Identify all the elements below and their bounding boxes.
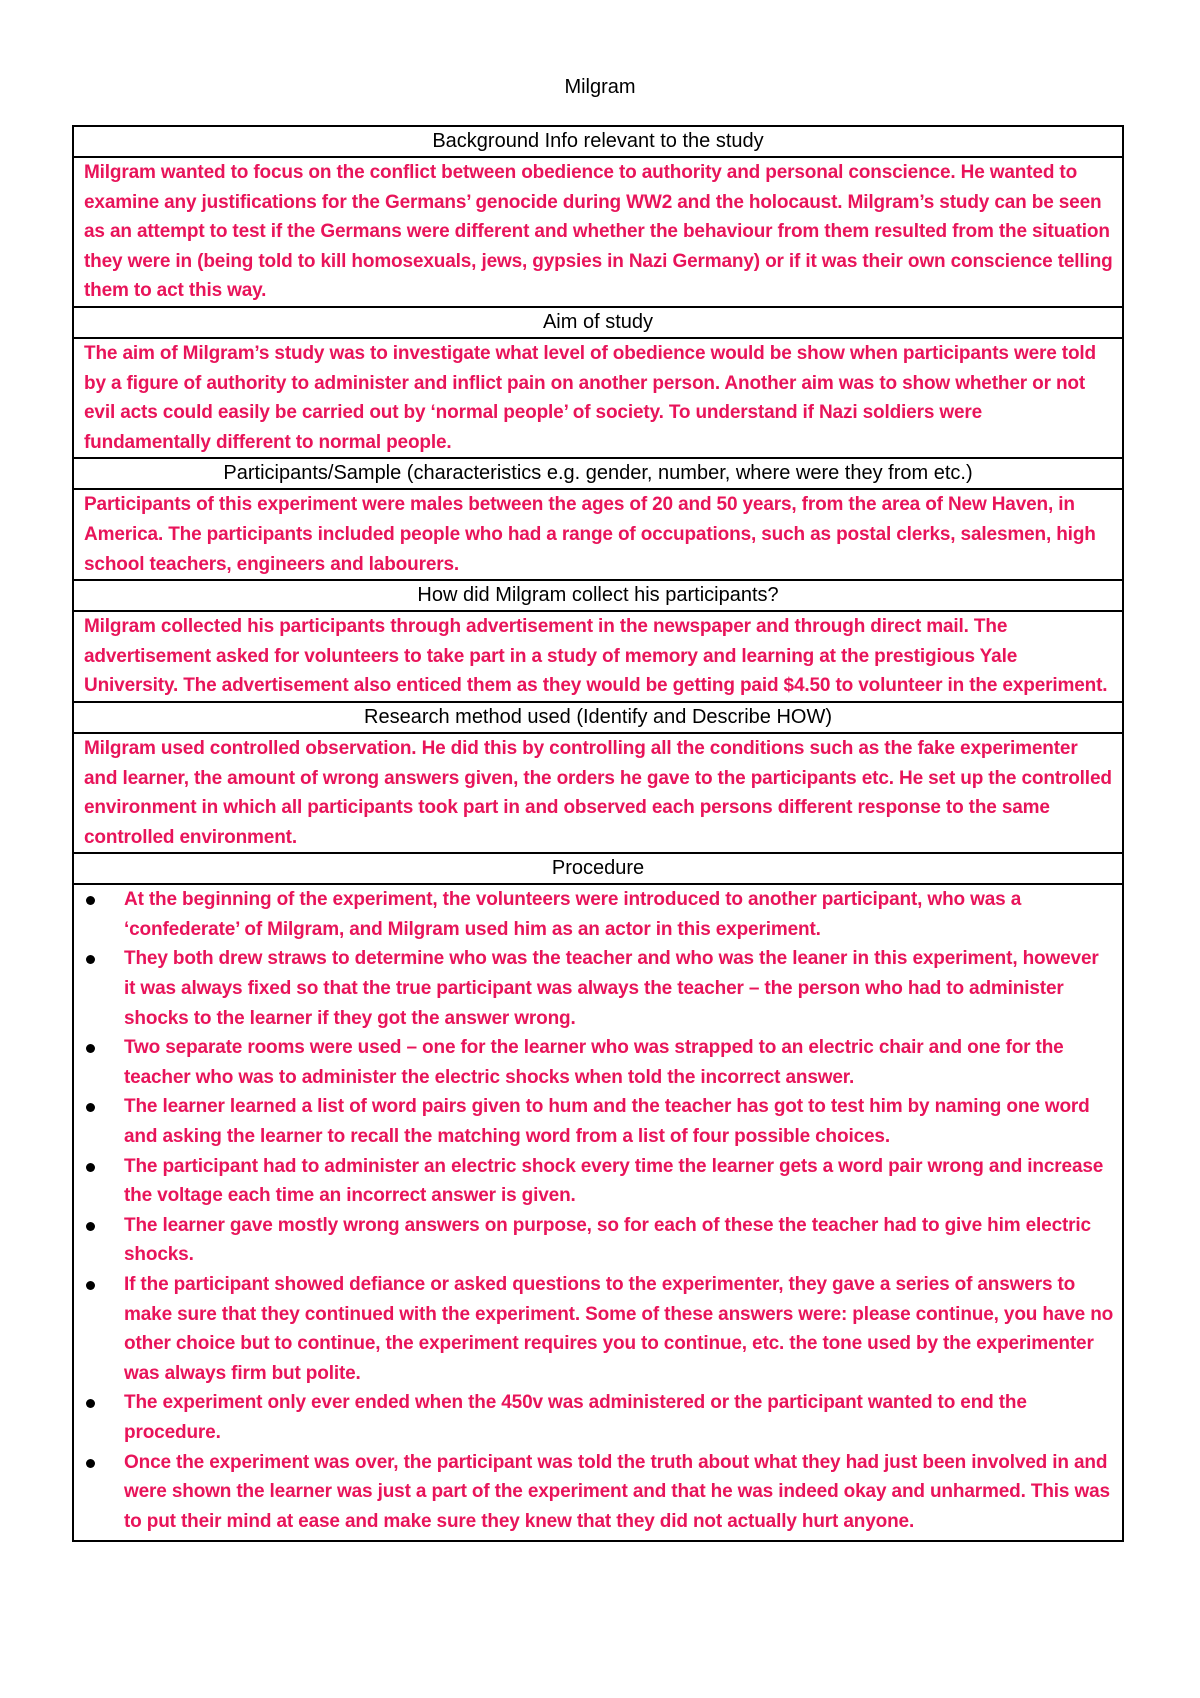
- procedure-item-text: Two separate rooms were used – one for the learner who was strapped to an electric chair and one for the teacher who was to administer the electric shocks when told the incorrect answer.: [124, 1037, 1064, 1088]
- background-body: Milgram wanted to focus on the conflict between obedience to authority and personal conscience. He wanted to examine any justifications for the Germans’ genocide during WW2 and the holocaust. Milgram’s study can be seen as an attempt to test if the Germans were different and whether the behaviour from them resulted from the situation they were in (being told to kill homosexuals, jews, gypsies in Nazi Germany) or if it was their own conscience telling them to act this way.: [74, 158, 1122, 308]
- procedure-item-text: The participant had to administer an electric shock every time the learner gets a word pair wrong and increase the voltage each time an incorrect answer is given.: [124, 1155, 1104, 1207]
- bullet-icon: [86, 896, 95, 905]
- bullet-icon: [86, 1459, 95, 1468]
- bullet-icon: [86, 1044, 95, 1053]
- procedure-item-text: The learner gave mostly wrong answers on purpose, so for each of these the teacher had to give him electric shocks.: [124, 1214, 1091, 1266]
- procedure-item-text: At the beginning of the experiment, the volunteers were introduced to another participant, who was a ‘confederate’ of Milgram, and Milgram used him as an actor in this experiment.: [124, 889, 1022, 940]
- procedure-item: [84, 1152, 1114, 1211]
- participants-body: Participants of this experiment were males between the ages of 20 and 50 years, from the area of New Haven, in America. The participants included people who had a range of occupations, such as postal clerks, salesmen, high school teachers, engineers and labourers.: [74, 490, 1122, 581]
- procedure-item: [84, 944, 1114, 1033]
- procedure-item-text: If the participant showed defiance or asked questions to the experimenter, they gave a series of answers to make sure that they continued with the experiment. Some of these answers were: please continue, you have no other choice but to continue, the experiment requires you to continue, etc. the tone used by the experimenter was always firm but polite.: [124, 1274, 1114, 1384]
- procedure-item: [84, 1211, 1114, 1270]
- bullet-icon: [86, 1163, 95, 1172]
- page-title: Milgram: [564, 76, 636, 98]
- procedure-list: [84, 885, 1114, 1536]
- study-table: [72, 125, 1124, 1542]
- procedure-item: [84, 1270, 1114, 1388]
- procedure-item-text: The learner learned a list of word pairs given to hum and the teacher has got to test him by naming one word and asking the learner to recall the matching word from a list of four possible choices.: [124, 1096, 1090, 1148]
- bullet-icon: [86, 1399, 95, 1408]
- participants-header: Participants/Sample (characteristics e.g. gender, number, where were they from etc.): [74, 459, 1122, 490]
- collection-header: How did Milgram collect his participants?: [74, 581, 1122, 612]
- background-header: Background Info relevant to the study: [74, 127, 1122, 158]
- research-method-header: Research method used (Identify and Describe HOW): [74, 703, 1122, 734]
- procedure-item-text: The experiment only ever ended when the 450v was administered or the participant wanted to end the procedure.: [124, 1392, 1027, 1443]
- procedure-item: [84, 1092, 1114, 1151]
- bullet-icon: [86, 1222, 95, 1231]
- procedure-item-text: Once the experiment was over, the participant was told the truth about what they had just been involved in and were shown the learner was just a part of the experiment and that he was indeed okay and unharmed. This was to put their mind at ease and make sure they knew that they did not actually hurt anyone.: [124, 1451, 1110, 1532]
- procedure-item: [84, 1448, 1114, 1537]
- procedure-header: Procedure: [74, 854, 1122, 885]
- research-method-body: Milgram used controlled observation. He did this by controlling all the conditions such as the fake experimenter and learner, the amount of wrong answers given, the orders he gave to the participants etc. He set up the controlled environment in which all participants took part in and observed each persons different response to the same controlled environment.: [74, 734, 1122, 854]
- collection-body: Milgram collected his participants through advertisement in the newspaper and through direct mail. The advertisement asked for volunteers to take part in a study of memory and learning at the prestigious Yale University. The advertisement also enticed them as they would be getting paid $4.50 to volunteer in the experiment.: [74, 612, 1122, 703]
- aim-body: The aim of Milgram’s study was to investigate what level of obedience would be show when participants were told by a figure of authority to administer and inflict pain on another person. Another aim was to show whether or not evil acts could easily be carried out by ‘normal people’ of society. To understand if Nazi soldiers were fundamentally different to normal people.: [74, 339, 1122, 459]
- bullet-icon: [86, 1103, 95, 1112]
- aim-header: Aim of study: [74, 308, 1122, 339]
- procedure-item-text: They both drew straws to determine who was the teacher and who was the leaner in this experiment, however it was always fixed so that the true participant was always the teacher – the person who had to administer shocks to the learner if they got the answer wrong.: [124, 948, 1099, 1029]
- procedure-item: [84, 1033, 1114, 1092]
- procedure-item: [84, 1388, 1114, 1447]
- bullet-icon: [86, 955, 95, 964]
- procedure-item: [84, 885, 1114, 944]
- procedure-body: [74, 885, 1122, 1540]
- bullet-icon: [86, 1281, 95, 1290]
